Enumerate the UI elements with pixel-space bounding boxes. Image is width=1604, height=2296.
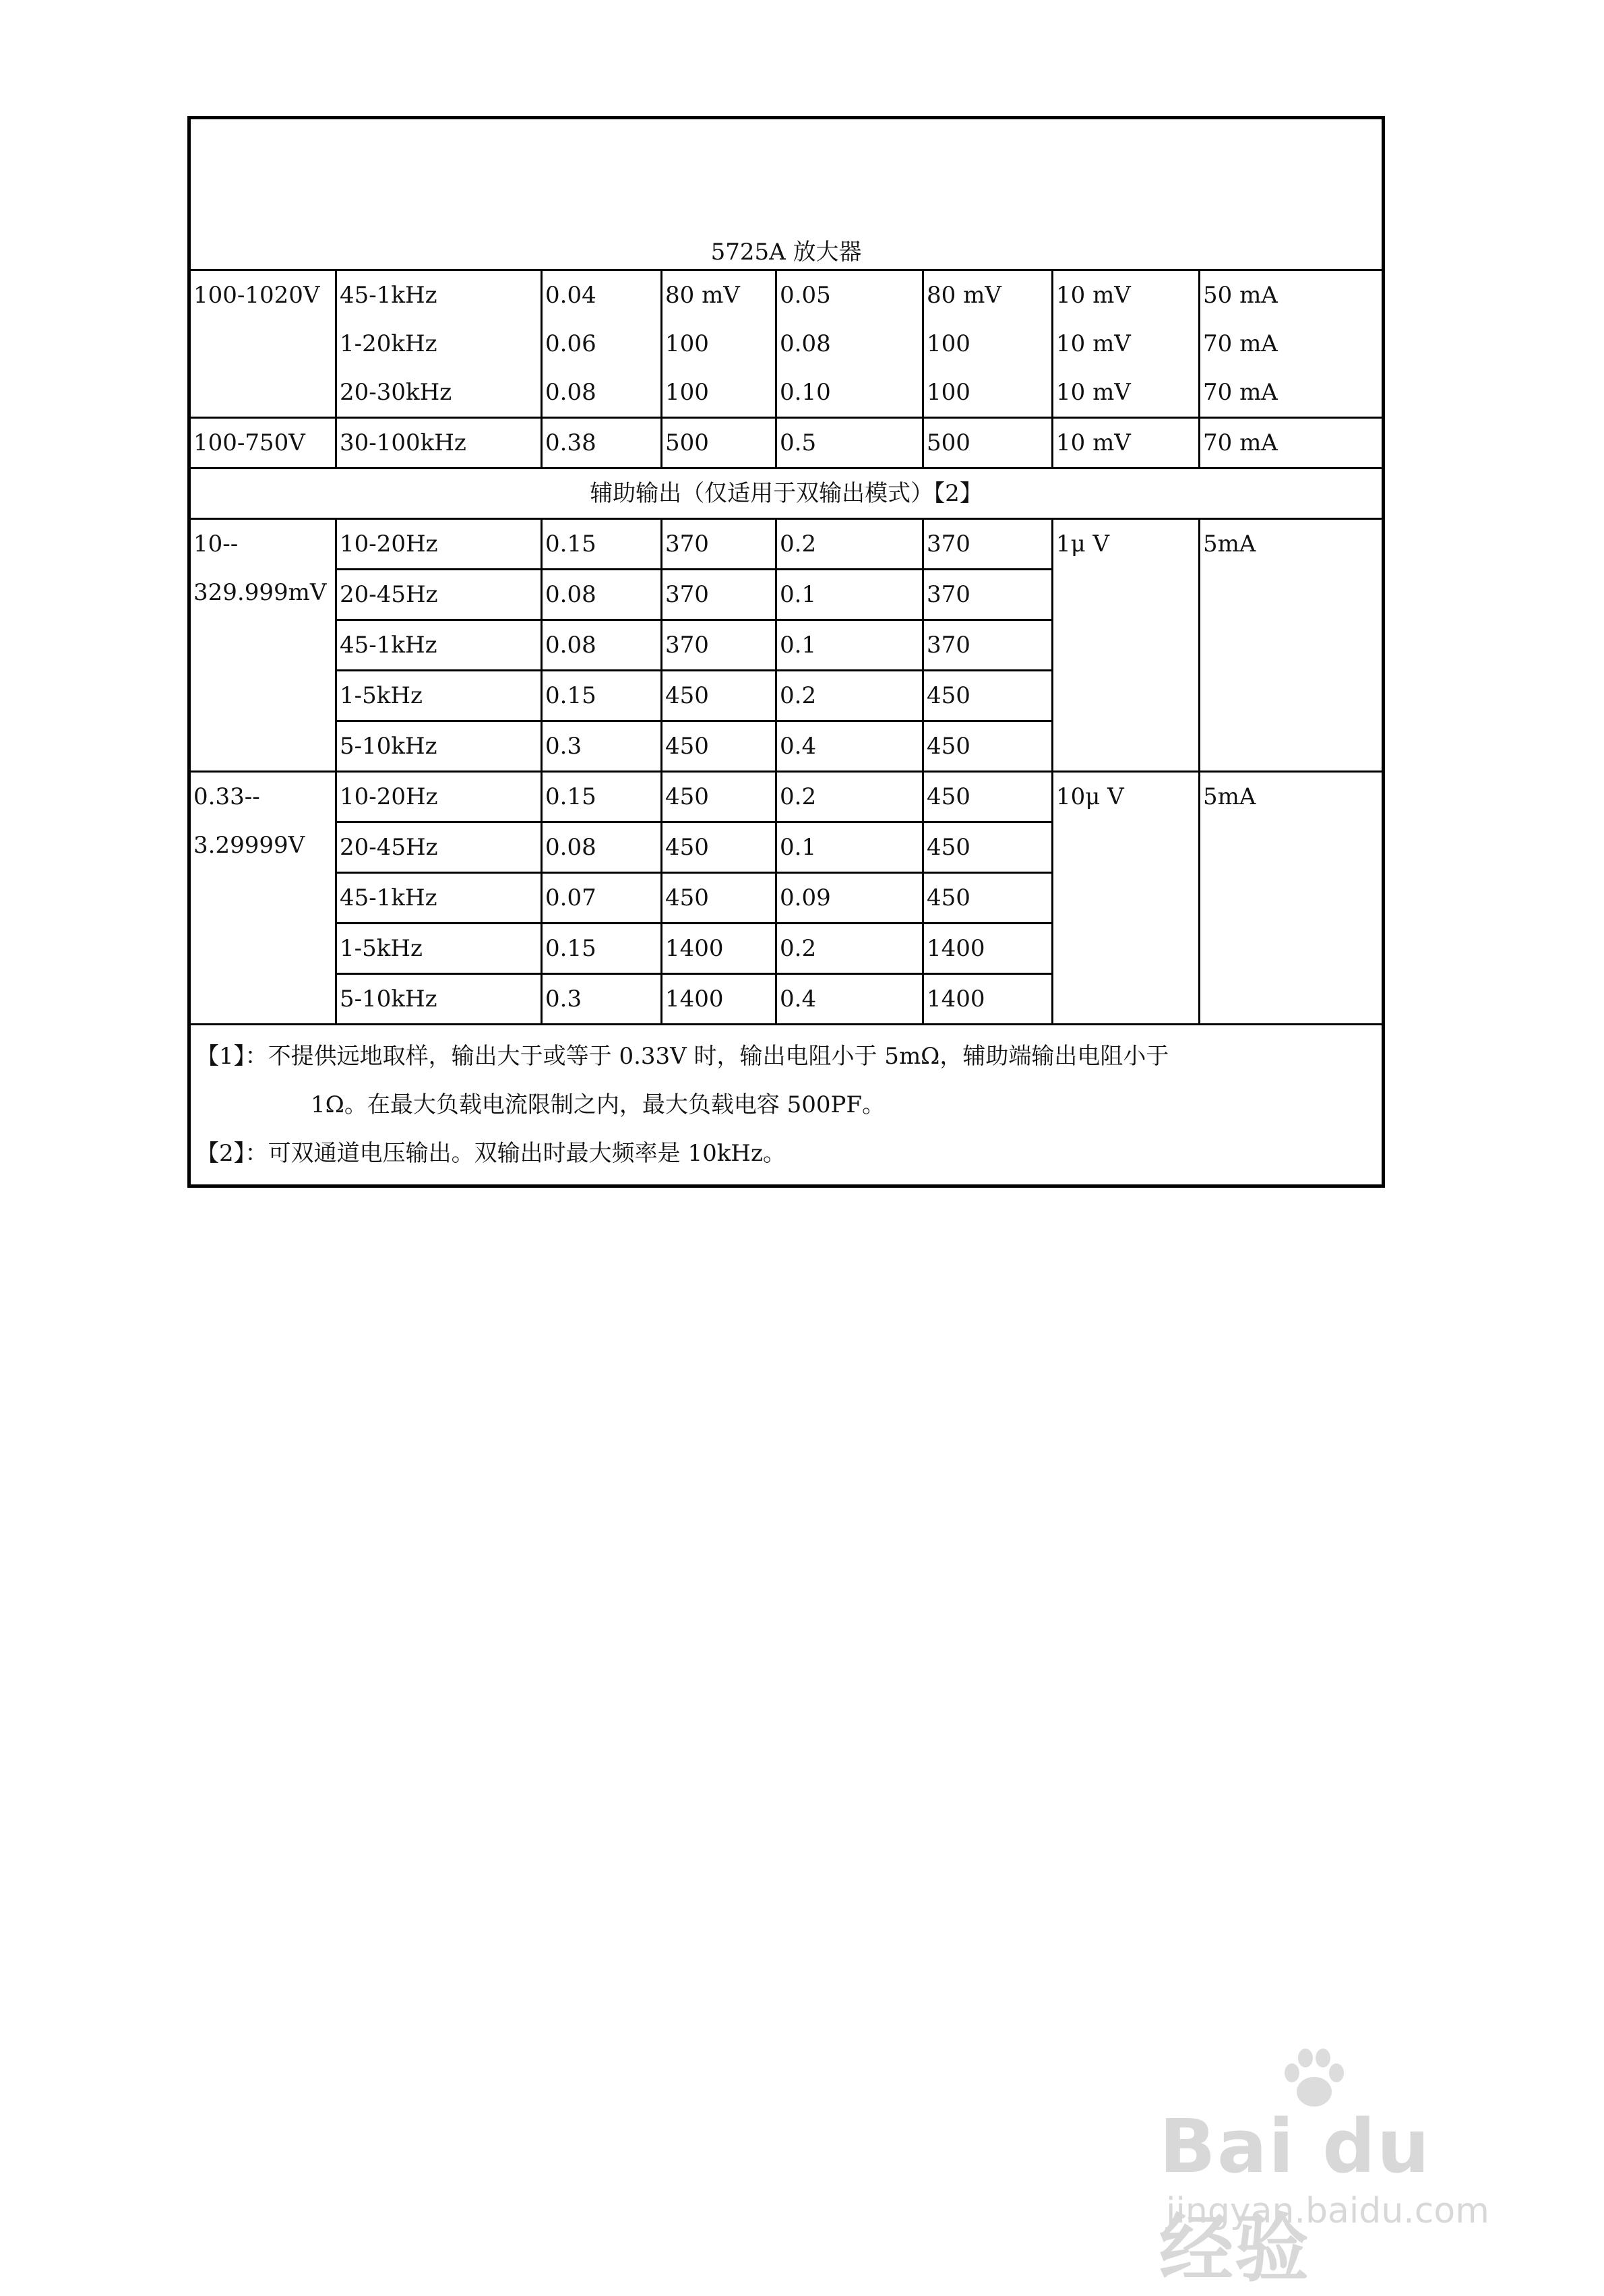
value-cell: 0.4 — [776, 721, 923, 772]
freq-cell: 10-20Hz — [336, 772, 542, 822]
value-cell: 1400 — [662, 974, 776, 1025]
value-cell: 370 — [923, 570, 1053, 620]
freq-cell: 5-10kHz — [336, 721, 542, 772]
table-row — [189, 519, 1384, 570]
value-cell: 450 — [923, 822, 1053, 873]
value-cell: 0.3 — [542, 721, 662, 772]
value-cell: 450 — [923, 671, 1053, 721]
value-cell: 10 mV 10 mV 10 mV — [1053, 270, 1200, 418]
value-cell: 370 — [662, 620, 776, 671]
table-row — [189, 270, 1384, 418]
value-cell: 0.2 — [776, 671, 923, 721]
value-cell: 370 — [662, 519, 776, 570]
value-cell: 450 — [662, 873, 776, 924]
value-cell: 0.05 0.08 0.10 — [776, 270, 923, 418]
value-cell: 0.1 — [776, 822, 923, 873]
value-cell: 0.1 — [776, 570, 923, 620]
value-cell: 0.08 — [542, 570, 662, 620]
section-heading: 辅助输出（仅适用于双输出模式）【2】 — [189, 469, 1384, 519]
freq-cell: 45-1kHz — [336, 620, 542, 671]
value-cell: 0.15 — [542, 671, 662, 721]
freq-cell: 20-45Hz — [336, 822, 542, 873]
note-1-line-1: 【1】：不提供远地取样，输出大于或等于 0.33V 时，输出电阻小于 5mΩ，辅助端输出电阻小于 — [196, 1043, 1169, 1070]
watermark — [1146, 2103, 1523, 2292]
value-cell: 0.04 0.06 0.08 — [542, 270, 662, 418]
freq-cell: 10-20Hz — [336, 519, 542, 570]
freq-cell: 1-5kHz — [336, 671, 542, 721]
notes-cell — [189, 1025, 1384, 1186]
value-cell: 500 — [662, 418, 776, 469]
value-cell: 450 — [923, 772, 1053, 822]
freq-cell: 1-5kHz — [336, 924, 542, 974]
value-cell: 450 — [662, 772, 776, 822]
value-cell: 500 — [923, 418, 1053, 469]
table-row — [189, 772, 1384, 822]
freq-cell: 45-1kHz — [336, 873, 542, 924]
value-cell: 0.15 — [542, 924, 662, 974]
value-cell: 0.08 — [542, 822, 662, 873]
value-cell: 0.2 — [776, 772, 923, 822]
value-cell: 10 mV — [1053, 418, 1200, 469]
value-cell: 0.08 — [542, 620, 662, 671]
value-cell: 0.5 — [776, 418, 923, 469]
value-cell: 0.07 — [542, 873, 662, 924]
value-cell: 370 — [923, 620, 1053, 671]
value-cell: 80 mV 100 100 — [923, 270, 1053, 418]
value-cell: 0.38 — [542, 418, 662, 469]
value-cell: 50 mA 70 mA 70 mA — [1200, 270, 1384, 418]
value-cell: 80 mV 100 100 — [662, 270, 776, 418]
value-cell: 1400 — [923, 924, 1053, 974]
value-cell: 450 — [923, 873, 1053, 924]
freq-cell: 5-10kHz — [336, 974, 542, 1025]
value-cell: 0.3 — [542, 974, 662, 1025]
current-cell: 5mA — [1200, 772, 1384, 1025]
watermark-brand: Bai du 经验 — [1159, 2103, 1431, 2292]
spec-table — [187, 116, 1385, 1188]
value-cell: 0.1 — [776, 620, 923, 671]
value-cell: 0.4 — [776, 974, 923, 1025]
value-cell: 1400 — [662, 924, 776, 974]
value-cell: 0.2 — [776, 924, 923, 974]
value-cell: 450 — [662, 721, 776, 772]
watermark-url: jingyan.baidu.com — [1166, 2191, 1489, 2231]
resolution-cell: 1μ V — [1053, 519, 1200, 772]
value-cell: 0.09 — [776, 873, 923, 924]
range-cell: 0.33-- 3.29999V — [189, 772, 336, 1025]
value-cell: 450 — [662, 822, 776, 873]
value-cell: 1400 — [923, 974, 1053, 1025]
value-cell: 0.2 — [776, 519, 923, 570]
current-cell: 5mA — [1200, 519, 1384, 772]
resolution-cell: 10μ V — [1053, 772, 1200, 1025]
range-cell: 100-750V — [189, 418, 336, 469]
freq-cell: 20-45Hz — [336, 570, 542, 620]
value-cell: 370 — [662, 570, 776, 620]
range-cell: 100-1020V — [189, 270, 336, 418]
value-cell: 450 — [662, 671, 776, 721]
freq-cell: 30-100kHz — [336, 418, 542, 469]
table-row — [189, 418, 1384, 469]
value-cell: 70 mA — [1200, 418, 1384, 469]
freq-cell: 45-1kHz 1-20kHz 20-30kHz — [336, 270, 542, 418]
range-cell: 10-- 329.999mV — [189, 519, 336, 772]
value-cell: 370 — [923, 519, 1053, 570]
value-cell: 450 — [923, 721, 1053, 772]
value-cell: 0.15 — [542, 519, 662, 570]
note-2: 【2】：可双通道电压输出。双输出时最大频率是 10kHz。 — [196, 1140, 786, 1167]
value-cell: 0.15 — [542, 772, 662, 822]
note-1-line-2: 1Ω。在最大负载电流限制之内，最大负载电容 500PF。 — [311, 1091, 885, 1118]
table-title: 5725A 放大器 — [189, 118, 1384, 270]
